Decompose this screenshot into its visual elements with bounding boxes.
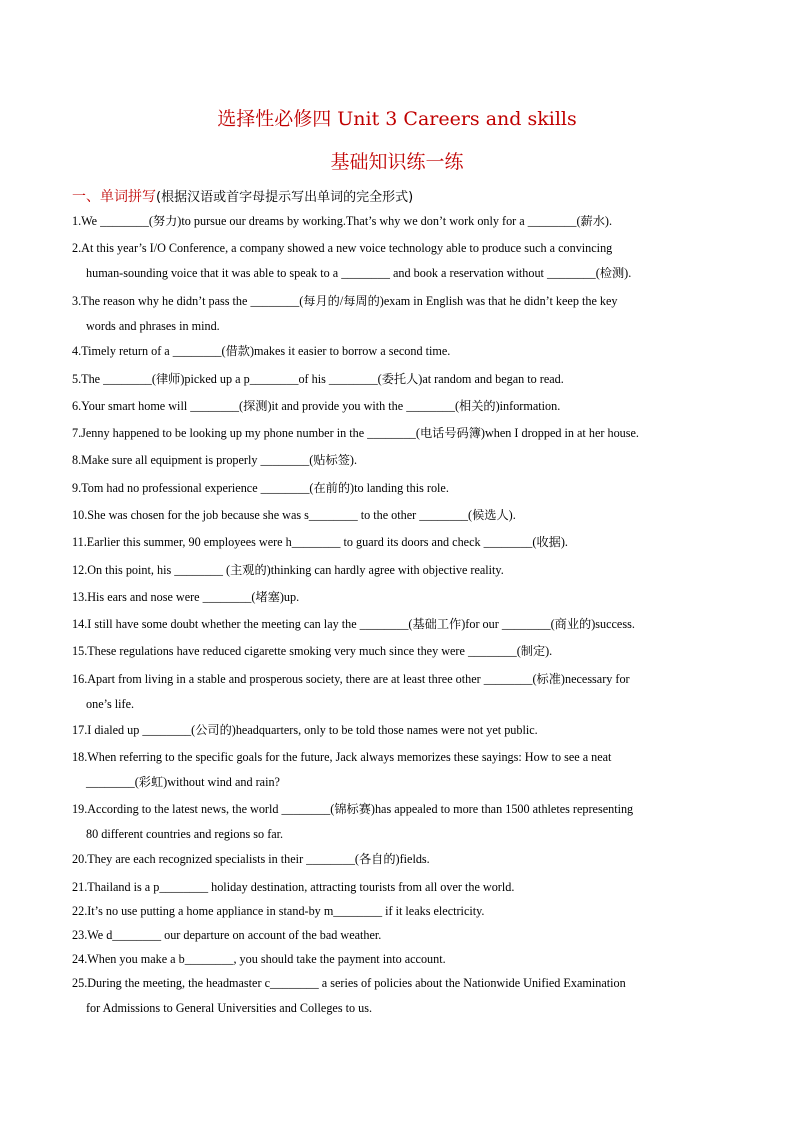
question-text: 16.Apart from living in a stable and prosperous society, there are at least three other ________(标准)necessary for — [72, 672, 630, 686]
question-text: 25.During the meeting, the headmaster c________ a series of policies about the Nationwide Unified Examination — [72, 976, 626, 990]
question-item — [72, 639, 732, 664]
question-item — [72, 847, 732, 872]
section-heading: 一、单词拼写 — [72, 189, 156, 205]
question-text: 9.Tom had no professional experience ________(在前的)to landing this role. — [72, 481, 449, 495]
question-item — [72, 476, 732, 501]
question-text: 23.We d________ our departure on account of the bad weather. — [72, 928, 382, 942]
question-item — [72, 971, 732, 1021]
question-text-continued: 80 different countries and regions so far. — [86, 827, 284, 841]
question-text: 3.The reason why he didn’t pass the ________(每月的/每周的)exam in English was that he didn’t keep the key — [72, 294, 618, 308]
question-item — [72, 448, 732, 473]
question-text-continued: human-sounding voice that it was able to speak to a ________ and book a reservation without ________(检测). — [86, 266, 632, 280]
question-item — [72, 339, 732, 364]
question-item — [72, 612, 732, 637]
question-item — [72, 745, 732, 795]
question-text: 15.These regulations have reduced cigarette smoking very much since they were ________(制定). — [72, 644, 553, 658]
question-item — [72, 585, 732, 610]
question-text: 10.She was chosen for the job because she was s________ to the other ________(候选人). — [72, 508, 516, 522]
question-text: 7.Jenny happened to be looking up my phone number in the ________(电话号码簿)when I dropped in at her house. — [72, 426, 639, 440]
question-item — [72, 530, 732, 555]
question-text: 12.On this point, his ________ (主观的)thinking can hardly agree with objective reality. — [72, 563, 504, 577]
document-title: 选择性必修四 Unit 3 Careers and skills — [217, 108, 577, 130]
question-text: 20.They are each recognized specialists in their ________(各自的)fields. — [72, 852, 430, 866]
question-text: 21.Thailand is a p________ holiday destination, attracting tourists from all over the world. — [72, 880, 515, 894]
question-item — [72, 503, 732, 528]
document-subtitle: 基础知识练一练 — [330, 151, 464, 173]
question-text: 1.We ________(努力)to pursue our dreams by working.That’s why we don’t work only for a ________(薪水). — [72, 214, 613, 228]
question-item — [72, 421, 732, 446]
question-text: 13.His ears and nose were ________(堵塞)up. — [72, 590, 300, 604]
question-text: 14.I still have some doubt whether the meeting can lay the ________(基础工作)for our ________(商业的)success. — [72, 617, 635, 631]
question-item — [72, 289, 732, 339]
question-text: 8.Make sure all equipment is properly ________(贴标签). — [72, 453, 357, 467]
question-text: 17.I dialed up ________(公司的)headquarters, only to be told those names were not yet public. — [72, 723, 538, 737]
question-text: 24.When you make a b________, you should take the payment into account. — [72, 952, 446, 966]
question-item — [72, 875, 732, 900]
question-item — [72, 367, 732, 392]
question-item — [72, 923, 732, 948]
question-text: 22.It’s no use putting a home appliance in stand-by m________ if it leaks electricity. — [72, 904, 485, 918]
question-text: 5.The ________(律师)picked up a p________of his ________(委托人)at random and began to read. — [72, 372, 564, 386]
question-text: 19.According to the latest news, the world ________(锦标赛)has appealed to more than 1500 athletes representing — [72, 802, 634, 816]
question-text: 4.Timely return of a ________(借款)makes it easier to borrow a second time. — [72, 344, 451, 358]
question-text-continued: for Admissions to General Universities and Colleges to us. — [86, 1001, 373, 1015]
question-text: 11.Earlier this summer, 90 employees were h________ to guard its doors and check ________(收据). — [72, 535, 568, 549]
question-text: 18.When referring to the specific goals for the future, Jack always memorizes these sayings: How to see a neat — [72, 750, 612, 764]
question-text-continued: one’s life. — [86, 697, 135, 711]
question-item — [72, 718, 732, 743]
question-text: 6.Your smart home will ________(探测)it and provide you with the ________(相关的)information. — [72, 399, 561, 413]
question-item — [72, 394, 732, 419]
section-header — [72, 186, 413, 206]
question-item — [72, 947, 732, 972]
question-item — [72, 209, 732, 234]
question-item — [72, 667, 732, 717]
question-item — [72, 558, 732, 583]
question-item — [72, 899, 732, 924]
section-instruction: (根据汉语或首字母提示写出单词的完全形式) — [156, 190, 414, 205]
question-text-continued: words and phrases in mind. — [86, 319, 220, 333]
question-item — [72, 797, 732, 847]
question-text: 2.At this year’s I/O Conference, a company showed a new voice technology able to produce such a convincing — [72, 241, 613, 255]
question-item — [72, 236, 732, 286]
question-text-continued: ________(彩虹)without wind and rain? — [86, 775, 280, 789]
